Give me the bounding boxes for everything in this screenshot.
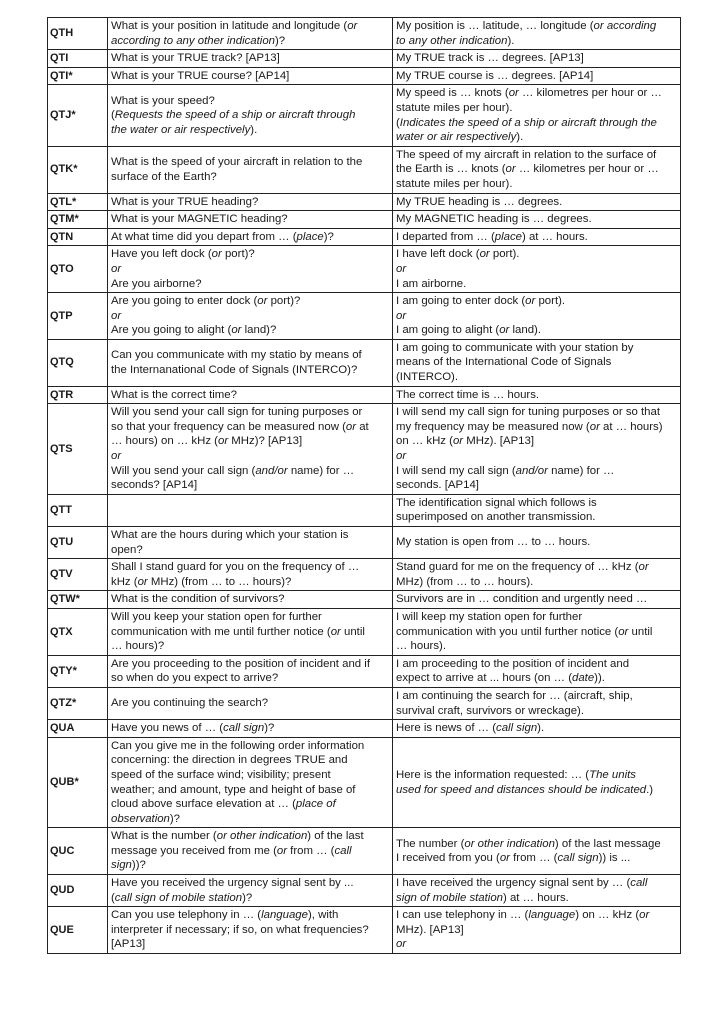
answer-cell-line: or (396, 938, 407, 951)
question-cell-line: (call sign of mobile station)? (111, 891, 253, 904)
question-cell-line: Have you received the urgency signal sent by ... (111, 877, 354, 890)
answer-cell-line: used for speed and distances should be indicated.) (396, 783, 654, 796)
answer-cell (393, 50, 681, 68)
question-cell (108, 146, 393, 193)
question-cell (108, 907, 393, 954)
answer-cell-line: survival craft, survivors or wreckage). (396, 704, 584, 717)
table-row (48, 146, 681, 193)
answer-cell-line: My speed is … knots (or … kilometres per hour or … (396, 87, 662, 100)
question-cell-line: What is your speed? (111, 94, 215, 107)
question-cell-line: Shall I stand guard for you on the frequency of … (111, 561, 360, 574)
q-code: QTI* (48, 67, 108, 85)
table-row (48, 687, 681, 719)
answer-cell (393, 687, 681, 719)
answer-cell (393, 875, 681, 907)
question-cell (108, 67, 393, 85)
question-cell-line: What is your TRUE course? [AP14] (111, 69, 290, 82)
q-code: QTI (48, 50, 108, 68)
question-cell-line: surface of the Earth? (111, 170, 217, 183)
question-cell (108, 875, 393, 907)
answer-cell-line: I can use telephony in … (language) on … kHz (or (396, 909, 650, 922)
q-code: QTH (48, 18, 108, 50)
question-cell-line: open? (111, 543, 143, 556)
q-code: QTU (48, 527, 108, 559)
answer-cell-line: I am going to communicate with your station by (396, 341, 634, 354)
question-cell-line: so when do you expect to arrive? (111, 672, 279, 685)
question-cell-line: sign))? (111, 859, 146, 872)
answer-cell-line: sign of mobile station) at … hours. (396, 891, 569, 904)
answer-cell (393, 404, 681, 495)
table-row (48, 527, 681, 559)
answer-cell-line: superimposed on another transmission. (396, 511, 596, 524)
answer-cell-line: the Earth is … knots (or … kilometres per hour or … (396, 163, 659, 176)
table-row (48, 591, 681, 609)
answer-cell-line: The correct time is … hours. (396, 388, 540, 401)
q-code: QTK* (48, 146, 108, 193)
answer-cell-line: My TRUE heading is … degrees. (396, 195, 563, 208)
answer-cell (393, 211, 681, 229)
answer-cell (393, 591, 681, 609)
answer-cell (393, 386, 681, 404)
question-cell-line: … hours)? (111, 640, 165, 653)
q-code: QTW* (48, 591, 108, 609)
q-code: QTO (48, 246, 108, 293)
answer-cell-line: The identification signal which follows is (396, 496, 597, 509)
question-cell-line: What is your MAGNETIC heading? (111, 213, 288, 226)
question-cell (108, 655, 393, 687)
question-cell-line: What is your position in latitude and longitude (or (111, 20, 358, 32)
answer-cell-line: The speed of my aircraft in relation to the surface of (396, 148, 657, 161)
question-cell (108, 246, 393, 293)
question-cell-line: communication with me until further notice (or until (111, 625, 365, 638)
question-cell-line: (Requests the speed of a ship or aircraft through (111, 109, 356, 122)
answer-cell-line: I am airborne. (396, 277, 467, 290)
question-cell (108, 591, 393, 609)
q-code: QTX (48, 608, 108, 655)
question-cell-line: Are you continuing the search? (111, 697, 269, 710)
question-cell-line: What is the speed of your aircraft in relation to the (111, 156, 363, 169)
q-code: QTY* (48, 655, 108, 687)
table-row (48, 386, 681, 404)
q-code: QTV (48, 559, 108, 591)
question-cell (108, 18, 393, 50)
answer-cell-line: MHz) (from … to … hours). (396, 575, 534, 588)
question-cell (108, 608, 393, 655)
question-cell-line: What is your TRUE heading? (111, 195, 259, 208)
answer-cell-line: I have received the urgency signal sent by … (call (396, 877, 648, 890)
question-cell-line: kHz (or MHz) (from … to … hours)? (111, 575, 292, 588)
table-row (48, 655, 681, 687)
question-cell (108, 211, 393, 229)
table-row (48, 828, 681, 875)
question-cell (108, 85, 393, 146)
question-cell-line: the water or air respectively). (111, 123, 258, 136)
question-cell-line: Are you airborne? (111, 277, 202, 290)
q-code-table-body (48, 18, 681, 954)
question-cell (108, 339, 393, 386)
q-code: QTN (48, 228, 108, 246)
question-cell-line: What are the hours during which your station is (111, 529, 349, 541)
question-cell-line: observation)? (111, 812, 181, 825)
table-row (48, 559, 681, 591)
q-code: QTQ (48, 339, 108, 386)
table-row (48, 608, 681, 655)
answer-cell-line: or (396, 309, 407, 322)
question-cell-line: Can you use telephony in … (language), with (111, 909, 339, 922)
answer-cell-line: water or air respectively). (396, 131, 524, 144)
table-row (48, 339, 681, 386)
answer-cell-line: My TRUE track is … degrees. [AP13] (396, 52, 584, 65)
table-row (48, 67, 681, 85)
question-cell (108, 50, 393, 68)
question-cell-line: Can you communicate with my statio by means of (111, 349, 362, 362)
answer-cell (393, 146, 681, 193)
answer-cell-line: MHz). [AP13] (396, 923, 464, 936)
answer-cell-line: or (396, 262, 407, 275)
question-cell-line: Have you left dock (or port)? (111, 248, 255, 261)
answer-cell-line: or (396, 450, 407, 463)
answer-cell-line: I am going to alight (or land). (396, 324, 542, 337)
answer-cell-line: My MAGNETIC heading is … degrees. (396, 213, 592, 226)
table-row (48, 211, 681, 229)
answer-cell (393, 608, 681, 655)
question-cell (108, 228, 393, 246)
answer-cell-line: I have left dock (or port). (396, 248, 520, 261)
table-row (48, 18, 681, 50)
answer-cell-line: I will send my call sign for tuning purposes or so that (396, 406, 661, 419)
answer-cell-line: The number (or other indication) of the last message (396, 837, 661, 850)
question-cell-line: speed of the surface wind; visibility; present (111, 768, 331, 781)
q-code: QTR (48, 386, 108, 404)
question-cell-line: What is the number (or other indication) of the last (111, 830, 364, 843)
table-row (48, 404, 681, 495)
question-cell-line: according to any other indication)? (111, 34, 286, 47)
answer-cell-line: my frequency may be measured now (or at … hours) (396, 420, 663, 433)
answer-cell-line: means of the International Code of Signals (396, 356, 612, 369)
answer-cell (393, 559, 681, 591)
answer-cell (393, 339, 681, 386)
question-cell-line: cloud above surface elevation at … (place of (111, 798, 336, 811)
q-code: QTS (48, 404, 108, 495)
question-cell-line: What is your TRUE track? [AP13] (111, 52, 280, 65)
answer-cell (393, 655, 681, 687)
answer-cell (393, 737, 681, 828)
q-code: QUB* (48, 737, 108, 828)
question-cell (108, 687, 393, 719)
table-row (48, 737, 681, 828)
question-cell-line: or (111, 309, 122, 322)
question-cell (108, 527, 393, 559)
answer-cell (393, 527, 681, 559)
answer-cell-line: statute miles per hour). (396, 101, 513, 114)
answer-cell-line: Stand guard for me on the frequency of … kHz (or (396, 561, 649, 574)
question-cell-line: Will you send your call sign (and/or name) for … (111, 464, 355, 477)
question-cell-line: interpreter if necessary; if so, on what frequencies? (111, 923, 369, 936)
question-cell (108, 559, 393, 591)
question-cell-line: the Internanational Code of Signals (INTERCO)? (111, 363, 358, 376)
q-code: QTM* (48, 211, 108, 229)
question-cell (108, 737, 393, 828)
table-row (48, 293, 681, 340)
question-cell-line: [AP13] (111, 938, 146, 951)
answer-cell-line: … hours). (396, 640, 447, 653)
q-code: QUC (48, 828, 108, 875)
answer-cell-line: (INTERCO). (396, 371, 459, 384)
question-cell-line: Have you news of … (call sign)? (111, 722, 275, 735)
table-row (48, 246, 681, 293)
answer-cell-line: to any other indication). (396, 34, 515, 47)
question-cell (108, 193, 393, 211)
table-row (48, 193, 681, 211)
question-cell-line: What is the correct time? (111, 388, 237, 401)
question-cell-line: or (111, 450, 122, 463)
answer-cell-line: My position is … latitude, … longitude (or according (396, 20, 657, 32)
question-cell-line: Are you going to alight (or land)? (111, 324, 277, 337)
answer-cell (393, 193, 681, 211)
question-cell (108, 720, 393, 738)
answer-cell (393, 85, 681, 146)
question-cell-line: or (111, 262, 122, 275)
answer-cell-line: communication with you until further notice (or until (396, 625, 653, 638)
answer-cell-line: Survivors are in … condition and urgently need … (396, 593, 648, 606)
question-cell (108, 404, 393, 495)
question-cell-line: seconds? [AP14] (111, 479, 198, 492)
question-cell (108, 386, 393, 404)
table-row (48, 494, 681, 526)
answer-cell-line: (Indicates the speed of a ship or aircraft through the (396, 116, 657, 129)
q-code: QTJ* (48, 85, 108, 146)
question-cell-line: At what time did you depart from … (place)? (111, 230, 334, 243)
answer-cell (393, 228, 681, 246)
answer-cell-line: expect to arrive at ... hours (on … (date)). (396, 672, 605, 685)
q-code: QUA (48, 720, 108, 738)
answer-cell (393, 494, 681, 526)
answer-cell-line: Here is news of … (call sign). (396, 722, 545, 735)
question-cell-line: Will you send your call sign for tuning purposes or (111, 406, 363, 419)
answer-cell-line: Here is the information requested: … (The units (396, 768, 636, 781)
table-row (48, 228, 681, 246)
question-cell-line: concerning: the direction in degrees TRUE and (111, 754, 348, 767)
question-cell (108, 494, 393, 526)
table-row (48, 50, 681, 68)
question-cell (108, 293, 393, 340)
q-code: QTT (48, 494, 108, 526)
answer-cell-line: I will send my call sign (and/or name) for … (396, 464, 615, 477)
question-cell (108, 828, 393, 875)
question-cell-line: Can you give me in the following order information (111, 739, 365, 752)
q-code: QTZ* (48, 687, 108, 719)
answer-cell-line: seconds. [AP14] (396, 479, 479, 492)
q-code: QUE (48, 907, 108, 954)
answer-cell-line: statute miles per hour). (396, 177, 513, 190)
answer-cell (393, 907, 681, 954)
q-code: QTP (48, 293, 108, 340)
q-code: QUD (48, 875, 108, 907)
answer-cell-line: on … kHz (or MHz). [AP13] (396, 435, 535, 448)
question-cell-line: … hours) on … kHz (or MHz)? [AP13] (111, 435, 303, 448)
question-cell-line: Are you going to enter dock (or port)? (111, 295, 301, 308)
answer-cell-line: My station is open from … to … hours. (396, 536, 591, 549)
table-row (48, 85, 681, 146)
table-row (48, 720, 681, 738)
q-code: QTL* (48, 193, 108, 211)
answer-cell (393, 18, 681, 50)
answer-cell-line: I received from you (or from … (call sign)) is ... (396, 852, 631, 865)
answer-cell (393, 293, 681, 340)
question-cell-line: Are you proceeding to the position of incident and if (111, 657, 370, 670)
question-cell-line: What is the condition of survivors? (111, 593, 285, 606)
answer-cell (393, 67, 681, 85)
answer-cell-line: I am continuing the search for … (aircraft, ship, (396, 689, 633, 702)
answer-cell-line: My TRUE course is … degrees. [AP14] (396, 69, 594, 82)
table-row (48, 907, 681, 954)
question-cell-line: weather; and amount, type and height of base of (111, 783, 356, 796)
table-row (48, 875, 681, 907)
answer-cell (393, 828, 681, 875)
answer-cell-line: I will keep my station open for further (396, 610, 583, 623)
answer-cell (393, 246, 681, 293)
answer-cell-line: I departed from … (place) at … hours. (396, 230, 588, 243)
answer-cell-line: I am going to enter dock (or port). (396, 295, 566, 308)
question-cell-line: message you received from me (or from … (call (111, 844, 352, 857)
q-code-table (47, 17, 681, 954)
question-cell-line: Will you keep your station open for further (111, 610, 322, 623)
answer-cell (393, 720, 681, 738)
question-cell-line: so that your frequency can be measured now (or at (111, 420, 369, 433)
answer-cell-line: I am proceeding to the position of incident and (396, 657, 630, 670)
